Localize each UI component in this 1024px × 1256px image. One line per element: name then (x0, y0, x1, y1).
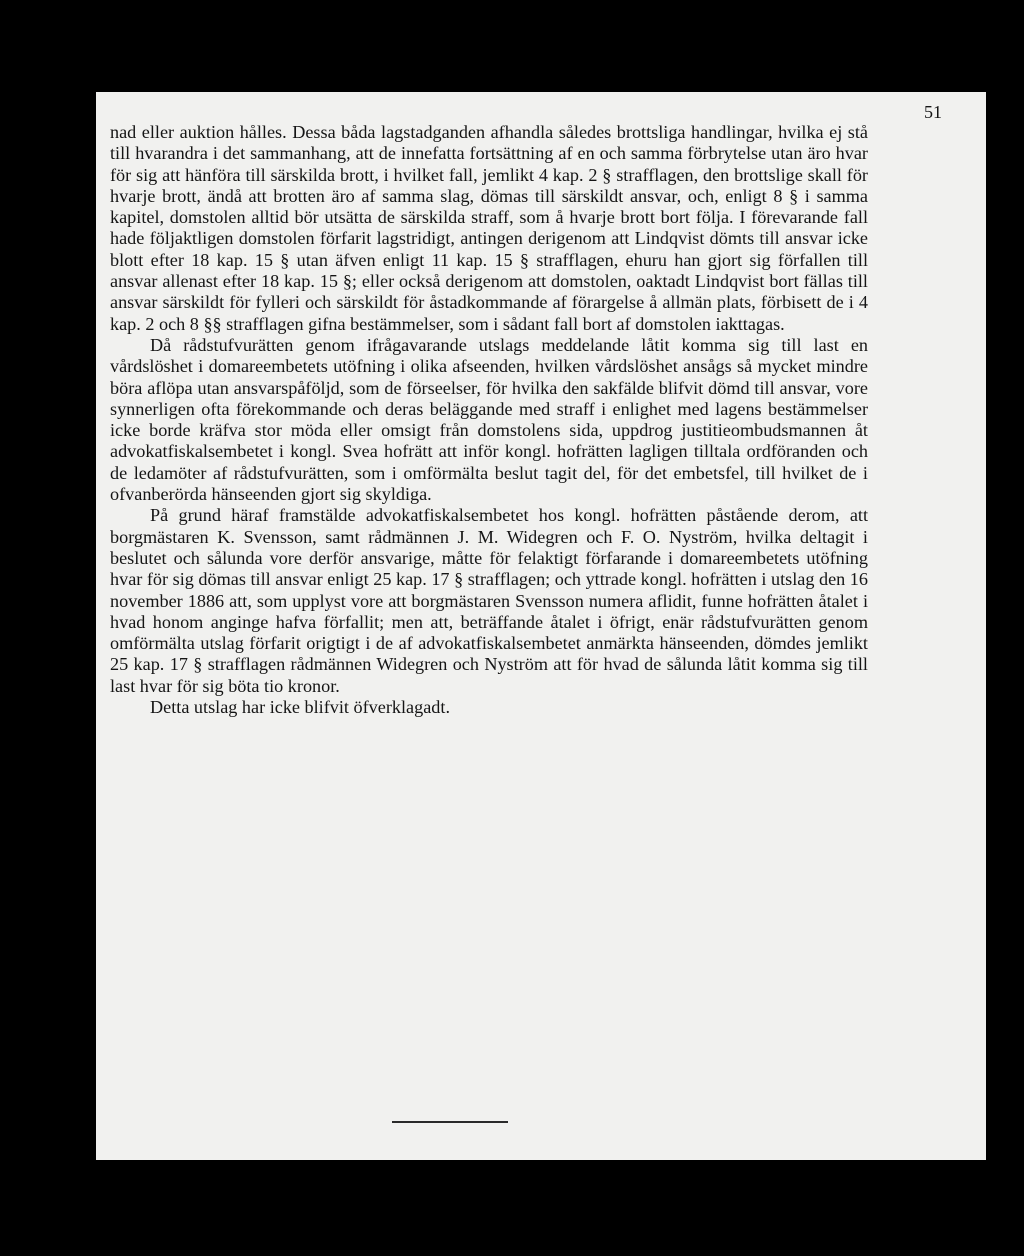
document-page (96, 92, 986, 1160)
paragraph: nad eller auktion hålles. Dessa båda lagstadganden afhandla således brottsliga handlingar, hvilka ej stå till hvarandra i det sammanhang, att de innefatta fortsättning af en och samma förbrytelse utan äro hvar för sig att hänföra till särskilda brott, i hvilket fall, jemlikt 4 kap. 2 § strafflagen, den brottslige skall för hvarje brott, ändå att brotten äro af samma slag, dömas till särskildt ansvar, och, enligt 8 § i samma kapitel, domstolen alltid bör utsätta de särskilda straff, som å hvarje brott bort följa. I förevarande fall hade följaktligen domstolen förfarit lagstridigt, antingen derigenom att Lindqvist dömts till ansvar icke blott efter 18 kap. 15 § utan äfven enligt 11 kap. 15 § strafflagen, ehuru han gjort sig förfallen till ansvar allenast efter 18 kap. 15 §; eller också derigenom att domstolen, oaktadt Lindqvist bort fällas till ansvar särskildt för fylleri och särskildt för åstadkommande af förargelse å allmän plats, förbisett de i 4 kap. 2 och 8 §§ strafflagen gifna bestämmelser, som i sådant fall bort af domstolen iakttagas. (110, 122, 868, 334)
paragraph: Då rådstufvurätten genom ifrågavarande utslags meddelande låtit komma sig till last en vårdslöshet i domareembetets utöfning i olika afseenden, hvilken vårdslöshet ansågs så mycket mindre böra aflöpa utan ansvarspåföljd, som de förseelser, för hvilka den sakfälde blifvit dömd till ansvar, vore synnerligen ofta förekommande och deras beläggande med straff i enlighet med lagens bestämmelser icke borde kräfva stor möda eller omsigt från domstolens sida, uppdrog justitieombudsmannen åt advokatfiskalsembetet i kongl. Svea hofrätt att inför kongl. hofrätten lagligen tilltala ordföranden och de ledamöter af rådstufvurätten, som i omförmälta beslut tagit del, för det embetsfel, till hvilket de i ofvanberörda hänseenden gjort sig skyldiga. (110, 334, 868, 505)
section-divider (392, 1121, 508, 1123)
body-text (110, 122, 868, 718)
paragraph: Detta utslag har icke blifvit öfverklagadt. (150, 697, 450, 718)
page-number: 51 (924, 102, 942, 122)
paragraph: På grund häraf framstälde advokatfiskalsembetet hos kongl. hofrätten påstående derom, att borgmästaren K. Svensson, samt rådmännen J. M. Widegren och F. O. Nyström, hvilka deltagit i beslutet och sålunda vore derför ansvarige, måtte för felaktigt förfarande i domareembetets utöfning hvar för sig dömas till ansvar enligt 25 kap. 17 § strafflagen; och yttrade kongl. hofrätten i utslag den 16 november 1886 att, som upplyst vore att borgmästaren Svensson numera aflidit, funne hofrätten åtalet i hvad honom anginge hafva förfallit; men att, beträffande åtalet i öfrigt, enär rådstufvurätten genom omförmälta utslag förfarit origtigt i de af advokatfiskalsembetet anmärkta hänseenden, dömdes jemlikt 25 kap. 17 § strafflagen rådmännen Widegren och Nyström att för hvad de sålunda låtit komma sig till last hvar för sig böta tio kronor. (110, 505, 868, 696)
